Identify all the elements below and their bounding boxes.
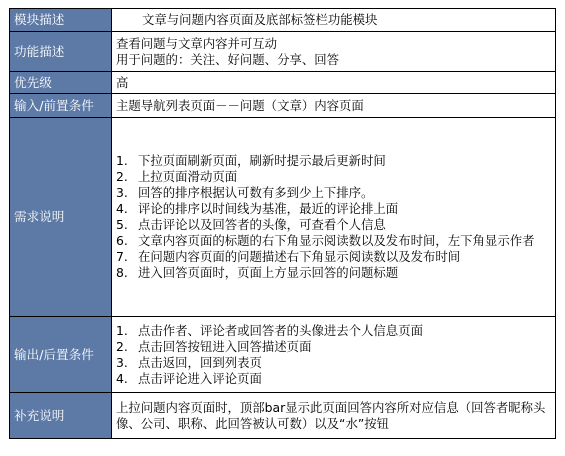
output-value (112, 317, 556, 393)
function-label: 功能描述 (10, 32, 112, 72)
supplement-label: 补充说明 (10, 393, 112, 439)
function-line: 查看问题与文章内容并可互动 (116, 35, 278, 51)
list-item: 2. 点击回答按钮进入回答描述页面 (116, 338, 312, 354)
supplement-value: 上拉问题内容页面时，顶部bar显示此页面回答内容所对应信息（回答者昵称头像、公司、职称、此回答被认可数）以及“水”按钮 (112, 393, 556, 439)
spec-table (9, 8, 556, 439)
list-item: 4. 评论的排序以时间线为基准，最近的评论排上面 (116, 201, 399, 216)
list-item: 5. 点击评论以及回答者的头像，可查看个人信息 (116, 217, 386, 232)
list-item: 2. 上拉页面滑动页面 (116, 169, 238, 184)
requirements-value (112, 118, 556, 317)
list-item: 4. 点击评论进入评论页面 (116, 370, 262, 386)
row-requirements (10, 118, 556, 317)
module-value (112, 9, 556, 32)
priority-label: 优先级 (10, 72, 112, 94)
function-value (112, 32, 556, 72)
row-priority (10, 72, 556, 94)
row-supplement (10, 393, 556, 439)
module-value-text: 文章与问题内容页面及底部标签栏功能模块 (142, 12, 378, 27)
requirements-label: 需求说明 (10, 118, 112, 317)
row-output (10, 317, 556, 393)
module-label: 模块描述 (10, 9, 112, 32)
list-item: 6. 文章内容页面的标题的右下角显示阅读数以及发布时间，左下角显示作者 (116, 233, 535, 248)
list-item: 8. 进入回答页面时，页面上方显示回答的问题标题 (116, 265, 399, 280)
priority-value: 高 (112, 72, 556, 94)
list-item: 1. 下拉页面刷新页面，刷新时提示最后更新时间 (116, 153, 386, 168)
input-value: 主题导航列表页面－－问题（文章）内容页面 (112, 94, 556, 118)
row-input (10, 94, 556, 118)
row-function (10, 32, 556, 72)
list-item: 1. 点击作者、评论者或回答者的头像进去个人信息页面 (116, 322, 423, 338)
function-line: 用于问题的：关注、好问题、分享、回答 (116, 51, 340, 67)
list-item: 3. 点击返回，回到列表页 (116, 354, 262, 370)
list-item: 3. 回答的排序根据认可数有多到少上下排序。 (116, 185, 374, 200)
output-label: 输出/后置条件 (10, 317, 112, 393)
row-module (10, 9, 556, 32)
list-item: 7. 在问题内容页面的问题描述右下角显示阅读数以及发布时间 (116, 249, 461, 264)
input-label: 输入/前置条件 (10, 94, 112, 118)
